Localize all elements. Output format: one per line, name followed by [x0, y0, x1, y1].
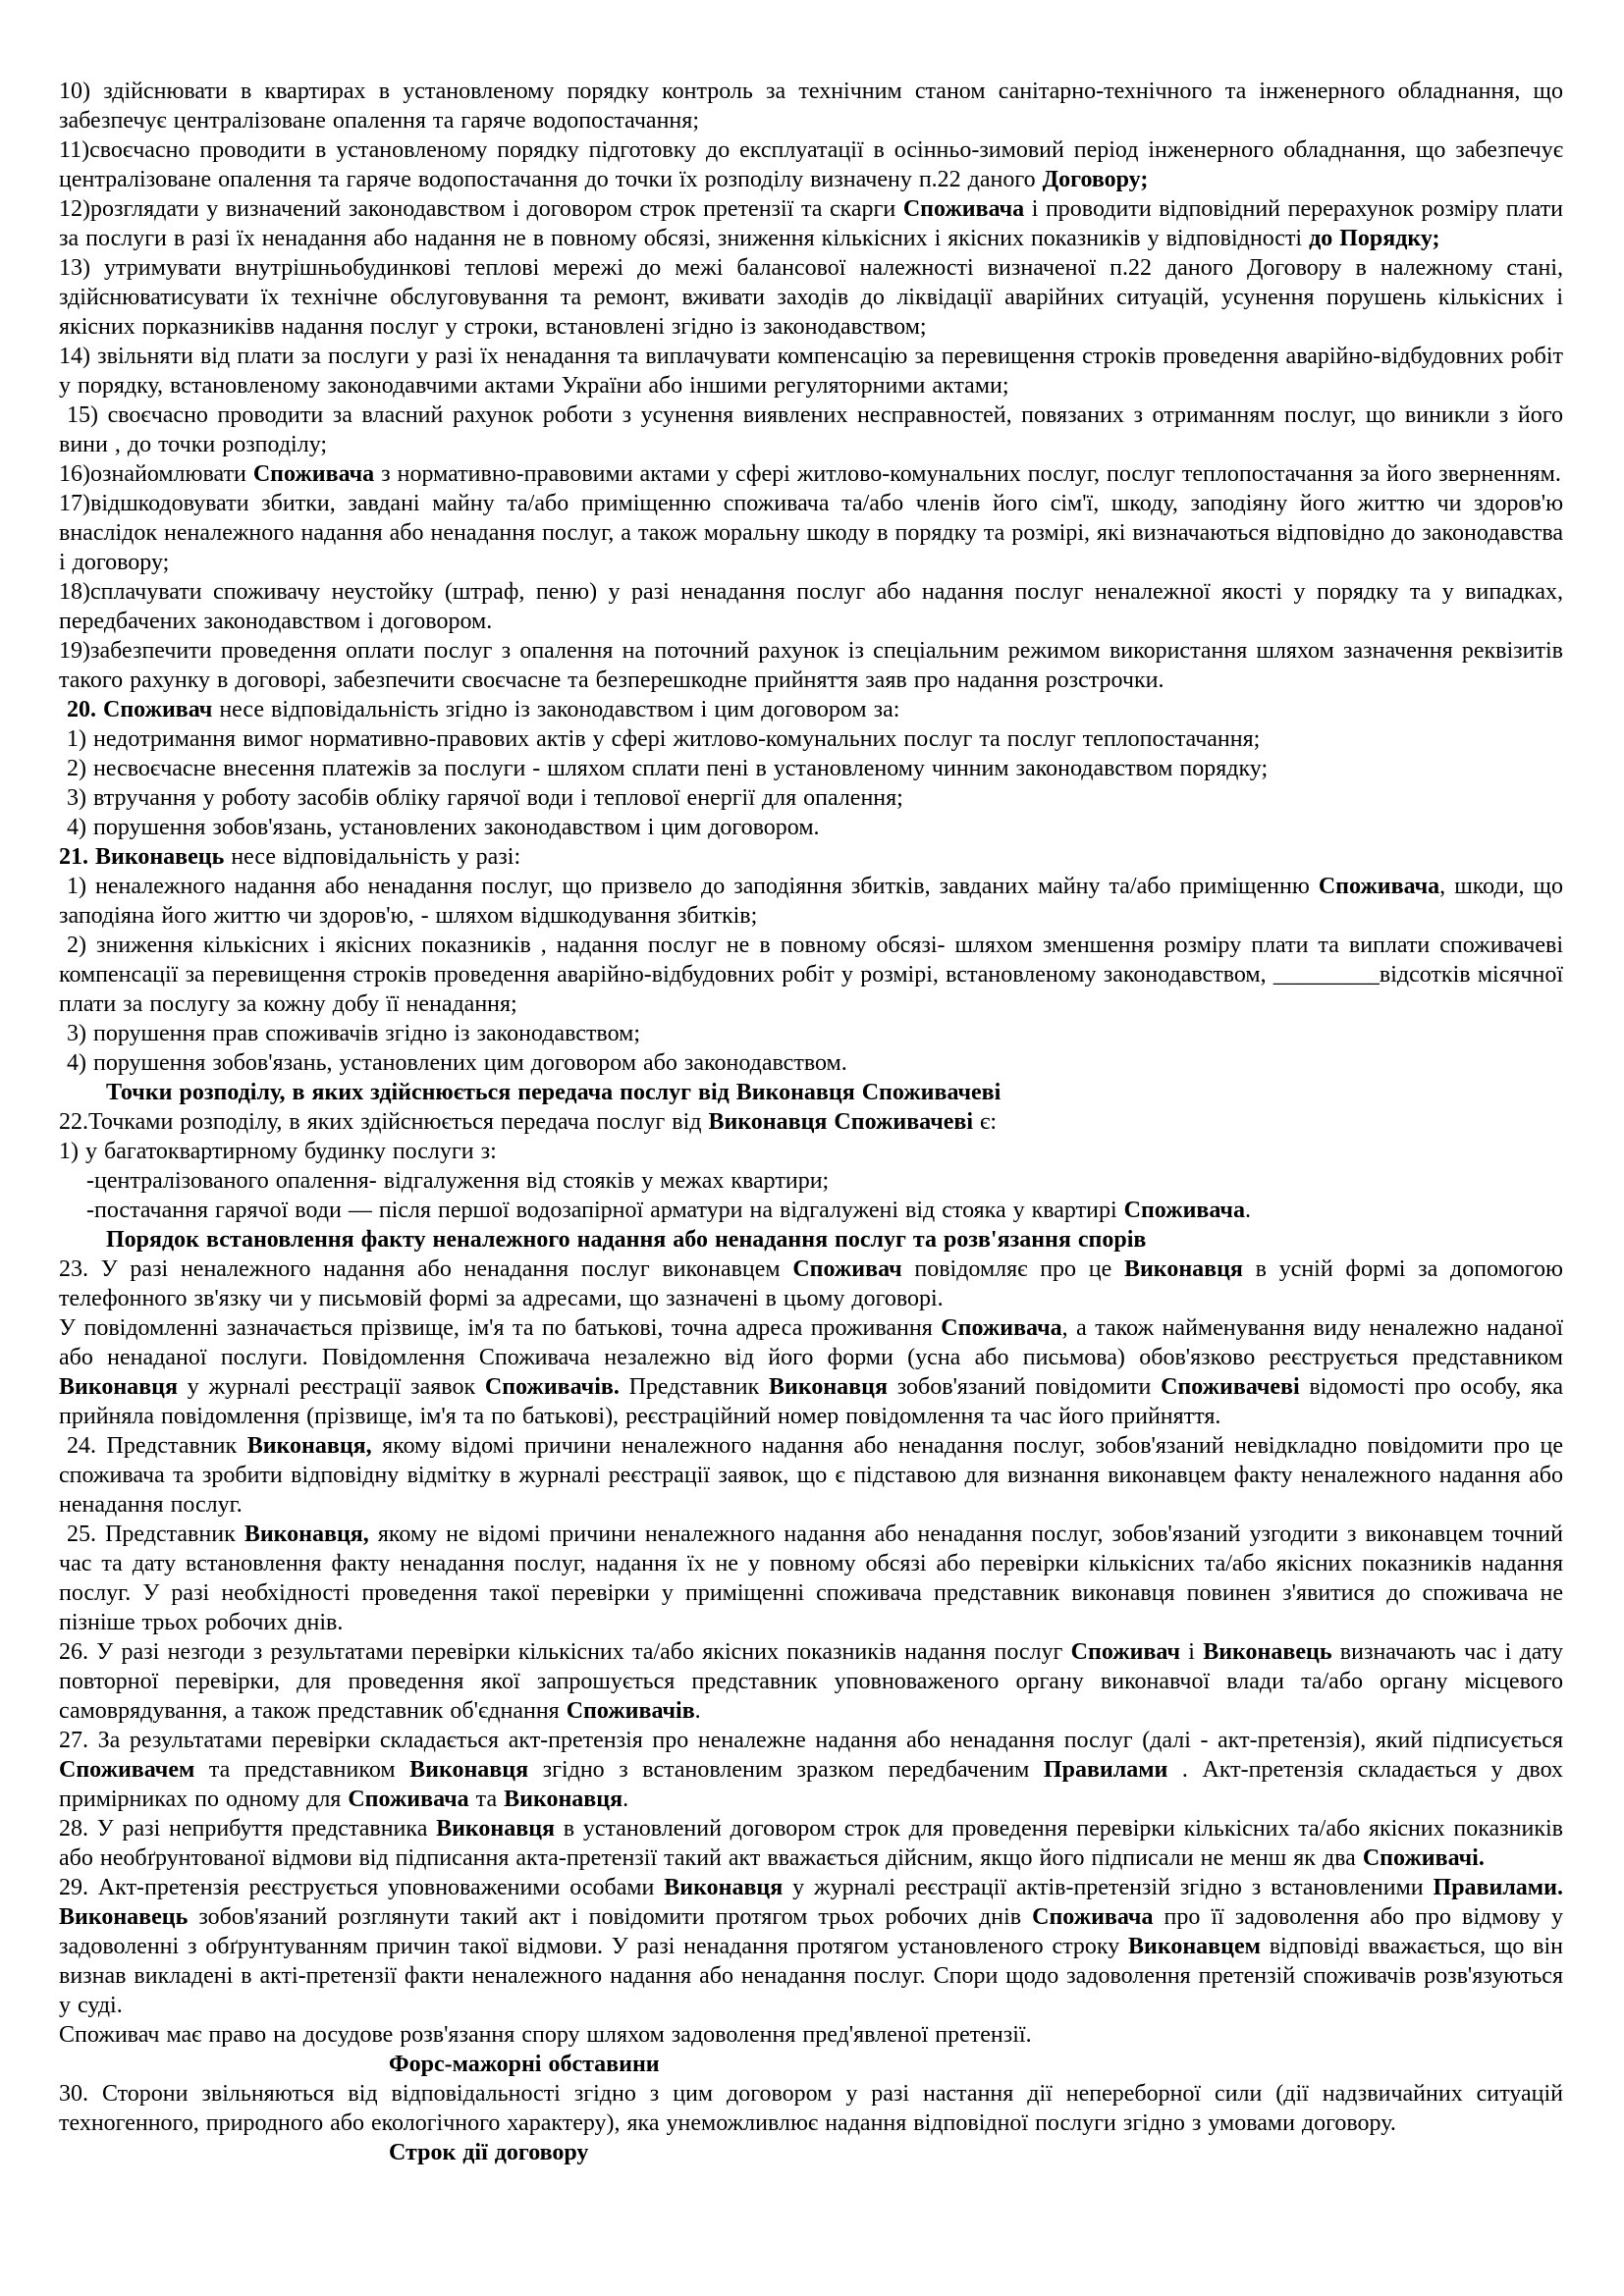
paragraph [59, 1431, 1563, 1520]
emphasis-text: Споживача [1032, 1904, 1154, 1930]
text-run: У повідомленні зазначається прізвище, ім'я та по батькові, точна адреса проживання [59, 1315, 942, 1341]
paragraph [59, 1196, 1563, 1225]
text-run: відомості про особу, яка прийняла повідомлення (прізвище, ім'я та по батькові), реєстраційний номер повідомлення та час його прийняття. [59, 1374, 1563, 1429]
text-run: 10) здійснювати в квартирах в установленому порядку контроль за технічним станом санітарно-технічного та інженерного обладнання, що забезпечує централізоване опалення та гаряче водопостачання; [59, 79, 1563, 133]
emphasis-text: Споживачів. [484, 1374, 620, 1400]
text-run: Представник [619, 1374, 769, 1400]
text-run: 24. Представник [67, 1433, 247, 1459]
emphasis-text: до Порядку; [1309, 226, 1440, 251]
text-run: несе відповідальність у разі: [224, 844, 521, 870]
paragraph [59, 1313, 1563, 1431]
text-run: 1) неналежного надання або ненадання послуг, що призвело до заподіяння збитків, завданих майну та/або приміщенню [67, 874, 1319, 899]
paragraph [59, 135, 1563, 194]
paragraph [59, 872, 1563, 931]
emphasis-text: Виконавця, [244, 1522, 369, 1547]
paragraph [59, 253, 1563, 342]
emphasis-text: Правилами. Виконавець [59, 1875, 1563, 1930]
heading-force-majeure [389, 2050, 1563, 2079]
paragraph [59, 783, 1563, 813]
text-run: несе відповідальність згідно із законодавством і цим договором за: [212, 697, 900, 722]
text-run: 14) звільняти від плати за послуги у разі їх ненадання та виплачувати компенсацію за перевищення строків проведення аварійно-відбудовних робіт у порядку, встановленому законодавчими актами України або іншими регуляторними актами; [59, 344, 1563, 399]
emphasis-text: Споживача [348, 1787, 469, 1812]
text-run: 3) порушення прав споживачів згідно із законодавством; [67, 1021, 640, 1046]
heading-contract-term [389, 2138, 1563, 2167]
text-run: 27. За результатами перевірки складається акт-претензія про неналежне надання або ненадання послуг (далі - акт-претензія), який підписується [59, 1728, 1563, 1753]
text-run: і [1179, 1639, 1204, 1665]
paragraph [59, 1048, 1563, 1078]
text-run: , а також найменування виду неналежно наданої або ненаданої послуги. Повідомлення Споживача незалежно від його форми (усна або письмова) обов'язково реєструється представником [59, 1315, 1563, 1370]
text-run: 17)відшкодовувати збитки, завдані майну та/або приміщенню споживача та/або членів його сім'ї, шкоду, заподіяну його життю чи здоров'ю внаслідок неналежного надання або ненадання послуг, а також моральну шкоду в порядку та розмірі, які визначаються відповідно до законодавства і договору; [59, 491, 1563, 575]
text-run: згідно з встановленим зразком передбаченим [528, 1757, 1044, 1783]
emphasis-text: Споживачем [59, 1757, 195, 1783]
text-run: 4) порушення зобов'язань, установлених законодавством і цим договором. [67, 815, 820, 840]
text-run: 4) порушення зобов'язань, установлених цим договором або законодавством. [67, 1050, 847, 1076]
paragraph [59, 1520, 1563, 1637]
text-run: у журналі реєстрації актів-претензій згідно з встановленими [783, 1875, 1434, 1900]
paragraph [59, 1137, 1563, 1166]
emphasis-text: Правилами [1043, 1757, 1168, 1783]
paragraph [59, 1166, 1563, 1196]
text-run: 22.Точками розподілу, в яких здійснюється передача послуг від [59, 1109, 709, 1135]
emphasis-text: Форс-мажорні обставини [389, 2052, 660, 2077]
paragraph [59, 1814, 1563, 1873]
text-run: в установлений договором строк для проведення перевірки кількісних та/або якісних показників або необґрунтованої відмови від підписання акта-претензії такий акт вважається дійсним, якщо його підписали не менш як два [59, 1816, 1564, 1871]
paragraph [59, 1107, 1563, 1137]
text-run: з нормативно-правовими актами у сфері житлово-комунальних послуг, послуг теплопостачання за його зверненням. [374, 461, 1561, 487]
paragraph [59, 813, 1563, 842]
emphasis-text: Виконавця Споживачеві [708, 1109, 974, 1135]
text-run: 28. У разі неприбуття представника [59, 1816, 437, 1842]
paragraph [59, 400, 1563, 459]
emphasis-text: Строк дії договору [389, 2140, 589, 2165]
text-run: . [694, 1698, 701, 1724]
emphasis-text: Виконавця [504, 1787, 623, 1812]
text-run: 25. Представник [67, 1522, 244, 1547]
emphasis-text: Виконавця, [246, 1433, 372, 1459]
text-run: 2) зниження кількісних і якісних показників , надання послуг не в повному обсязі- шляхом зменшення розміру плати та виплати споживачеві компенсації за перевищення строків проведення аварійно-відбудовних робіт у розмірі, встановленому законодавством, _________відсотків місячної плати за послугу за кожну добу її ненадання; [59, 933, 1563, 1017]
paragraph [59, 77, 1563, 135]
paragraph [59, 577, 1563, 636]
paragraph [59, 636, 1563, 695]
emphasis-text: Виконавцем [1128, 1934, 1261, 1959]
paragraph [59, 1637, 1563, 1726]
emphasis-text: Виконавця [59, 1374, 178, 1400]
emphasis-text: Споживачів [566, 1698, 695, 1724]
text-run: 3) втручання у роботу засобів обліку гарячої води і теплової енергії для опалення; [67, 785, 903, 811]
text-run: та представником [194, 1757, 410, 1783]
text-run: 18)сплачувати споживачу неустойку (штраф, пеню) у разі ненадання послуг або надання послуг неналежної якості у порядку та у випадках, передбачених законодавством і договором. [59, 579, 1563, 634]
text-run: в усній формі за допомогою телефонного зв'язку чи у письмовій формі за адресами, що зазначені в цьому договорі. [59, 1256, 1563, 1311]
text-run: 13) утримувати внутрішньобудинкові теплові мережі до межі балансової належності визначеної п.22 даного Договору в належному стані, здійснюватисувати їх технічне обслуговування та ремонт, вживати заходів до ліквідації аварійних ситуацій, усунення порушень кількісних і якісних порказниківв надання послуг у строки, встановлені згідно із законодавством; [59, 255, 1563, 340]
emphasis-text: Споживач [792, 1256, 902, 1282]
emphasis-text: Споживачеві [1161, 1374, 1300, 1400]
text-run: зобов'язаний розглянути такий акт і повідомити протягом трьох робочих днів [188, 1904, 1033, 1930]
text-run: 12)розглядати у визначений законодавством і договором строк претензії та скарги [59, 196, 903, 222]
text-run: є: [973, 1109, 997, 1135]
paragraph [59, 194, 1563, 253]
text-run: 30. Сторони звільняються від відповідальності згідно з цим договором у разі настання дії непереборної сили (дії надзвичайних ситуацій техногенного, природного або екологічного характеру), яка унеможливлює надання відповідної послуги згідно з умовами договору. [59, 2081, 1563, 2136]
emphasis-text: Споживач [1070, 1639, 1180, 1665]
text-run: у журналі реєстрації заявок [177, 1374, 485, 1400]
paragraph [59, 1019, 1563, 1048]
paragraph [59, 489, 1563, 577]
text-run: . [623, 1787, 629, 1812]
paragraph [59, 695, 1563, 724]
text-run: . [1244, 1198, 1251, 1223]
emphasis-text: Споживача [941, 1315, 1062, 1341]
text-run: якому не відомі причини неналежного надання або ненадання послуг, зобов'язаний узгодити з виконавцем точний час та дату встановлення факту ненадання послуг, надання їх не у повному обсязі або перевірки кількісних та/або якісних показників надання послуг. У разі необхідності проведення такої перевірки у приміщенні споживача представник виконавця повинен з'явитися до споживача не пізніше трьох робочих днів. [59, 1522, 1563, 1635]
text-run: 1) у багатоквартирному будинку послуги з: [59, 1139, 497, 1164]
emphasis-text: Споживача [1123, 1198, 1245, 1223]
paragraph [59, 2020, 1563, 2050]
text-run: і проводити відповідний перерахунок розміру плати за послуги в разі їх ненадання або надання не в повному обсязі, зниження кількісних і якісних показників у відповідності [59, 196, 1563, 251]
text-run: 19)забезпечити проведення оплати послуг з опалення на поточний рахунок із спеціальним режимом використання шляхом зазначення реквізитів такого рахунку в договорі, забезпечити своєчасне та безперешкодне прийняття заяв про надання розстрочки. [59, 638, 1563, 693]
text-run: 16)ознайомлювати [59, 461, 253, 487]
paragraph [59, 1873, 1563, 2020]
emphasis-text: Виконавця [664, 1875, 784, 1900]
emphasis-text: Порядок встановлення факту неналежного надання або ненадання послуг та розв'язання спорів [106, 1227, 1147, 1253]
paragraph [59, 754, 1563, 783]
text-run: якому відомі причини неналежного надання або ненадання послуг, зобов'язаний невідкладно повідомити про це споживача та зробити відповідну відмітку в журналі реєстрації заявок, що є підставою для визнання виконавцем факту неналежного надання або ненадання послуг. [59, 1433, 1563, 1518]
emphasis-text: Виконавця [436, 1816, 556, 1842]
paragraph [59, 2079, 1563, 2138]
text-run: , шкоди, що заподіяна його життю чи здоров'ю, - шляхом відшкодування збитків; [59, 874, 1564, 929]
emphasis-text: Виконавця [1123, 1256, 1243, 1282]
text-run: Споживач має право на досудове розв'язання спору шляхом задоволення пред'явленої претензії. [59, 2022, 1032, 2048]
text-run: 29. Акт-претензія реєструється уповноваженими особами [59, 1875, 665, 1900]
emphasis-text: Споживача [1318, 874, 1440, 899]
text-run: 15) своєчасно проводити за власний рахунок роботи з усунення виявлених несправностей, повязаних з отриманням послуг, що виникли з його вини , до точки розподілу; [59, 402, 1563, 457]
text-run: зобов'язаний повідомити [887, 1374, 1162, 1400]
text-run: 2) несвоєчасне внесення платежів за послуги - шляхом сплати пені в установленому чинним законодавством порядку; [67, 756, 1269, 781]
paragraph [59, 842, 1563, 872]
paragraph [59, 342, 1563, 400]
text-run: 23. У разі неналежного надання або ненадання послуг виконавцем [59, 1256, 793, 1282]
text-run: 1) недотримання вимог нормативно-правових актів у сфері житлово-комунальних послуг та послуг теплопостачання; [67, 726, 1261, 752]
emphasis-text: Точки розподілу, в яких здійснюється передача послуг від Виконавця Споживачеві [106, 1080, 1001, 1105]
text-run: 26. У разі незгоди з результатами перевірки кількісних та/або якісних показників надання послуг [59, 1639, 1071, 1665]
text-run: 11)своєчасно проводити в установленому порядку підготовку до експлуатації в осінньо-зимовий період інженерного обладнання, що забезпечує централізоване опалення та гаряче водопостачання до точки їх розподілу визначену п.22 даного [59, 137, 1563, 192]
emphasis-text: Виконавець [1203, 1639, 1332, 1665]
text-run: про її задоволення або про відмову у задоволенні з обґрунтуванням причин такої відмови. У разі ненадання протягом установленого строку [59, 1904, 1563, 1959]
heading-fact-establishment [106, 1225, 1563, 1255]
emphasis-text: Виконавця [409, 1757, 529, 1783]
emphasis-text: Виконавця [768, 1374, 888, 1400]
paragraph [59, 1255, 1563, 1313]
heading-distribution-points [106, 1078, 1563, 1107]
emphasis-text: Споживача [902, 196, 1025, 222]
paragraph [59, 724, 1563, 754]
emphasis-text: 21. Виконавець [59, 844, 225, 870]
text-run: повідомляє про це [901, 1256, 1124, 1282]
paragraph [59, 1726, 1563, 1814]
paragraph [59, 931, 1563, 1019]
emphasis-text: Договору; [1042, 167, 1149, 192]
text-run: визначають час і дату повторної перевірки, для проведення якої запрошується представник уповноваженого органу виконавчої влади та/або органу місцевого самоврядування, а також представник об'єднання [59, 1639, 1564, 1724]
text-run: -централізованого опалення- відгалуження від стояків у межах квартири; [86, 1168, 830, 1194]
paragraph [59, 459, 1563, 489]
text-run: . Акт-претензія складається у двох примірниках по одному для [59, 1757, 1564, 1812]
emphasis-text: 20. Споживач [67, 697, 213, 722]
text-run: відповіді вважається, що він визнав викладені в акті-претензії факти неналежного надання або ненадання послуг. Спори щодо задоволення претензій споживачів розв'язуються у суді. [59, 1934, 1563, 2018]
text-run: -постачання гарячої води — після першої водозапірної арматури на відгалужені від стояка у квартирі [86, 1198, 1124, 1223]
text-run: та [468, 1787, 505, 1812]
emphasis-text: Споживачі. [1362, 1845, 1485, 1871]
emphasis-text: Споживача [252, 461, 375, 487]
